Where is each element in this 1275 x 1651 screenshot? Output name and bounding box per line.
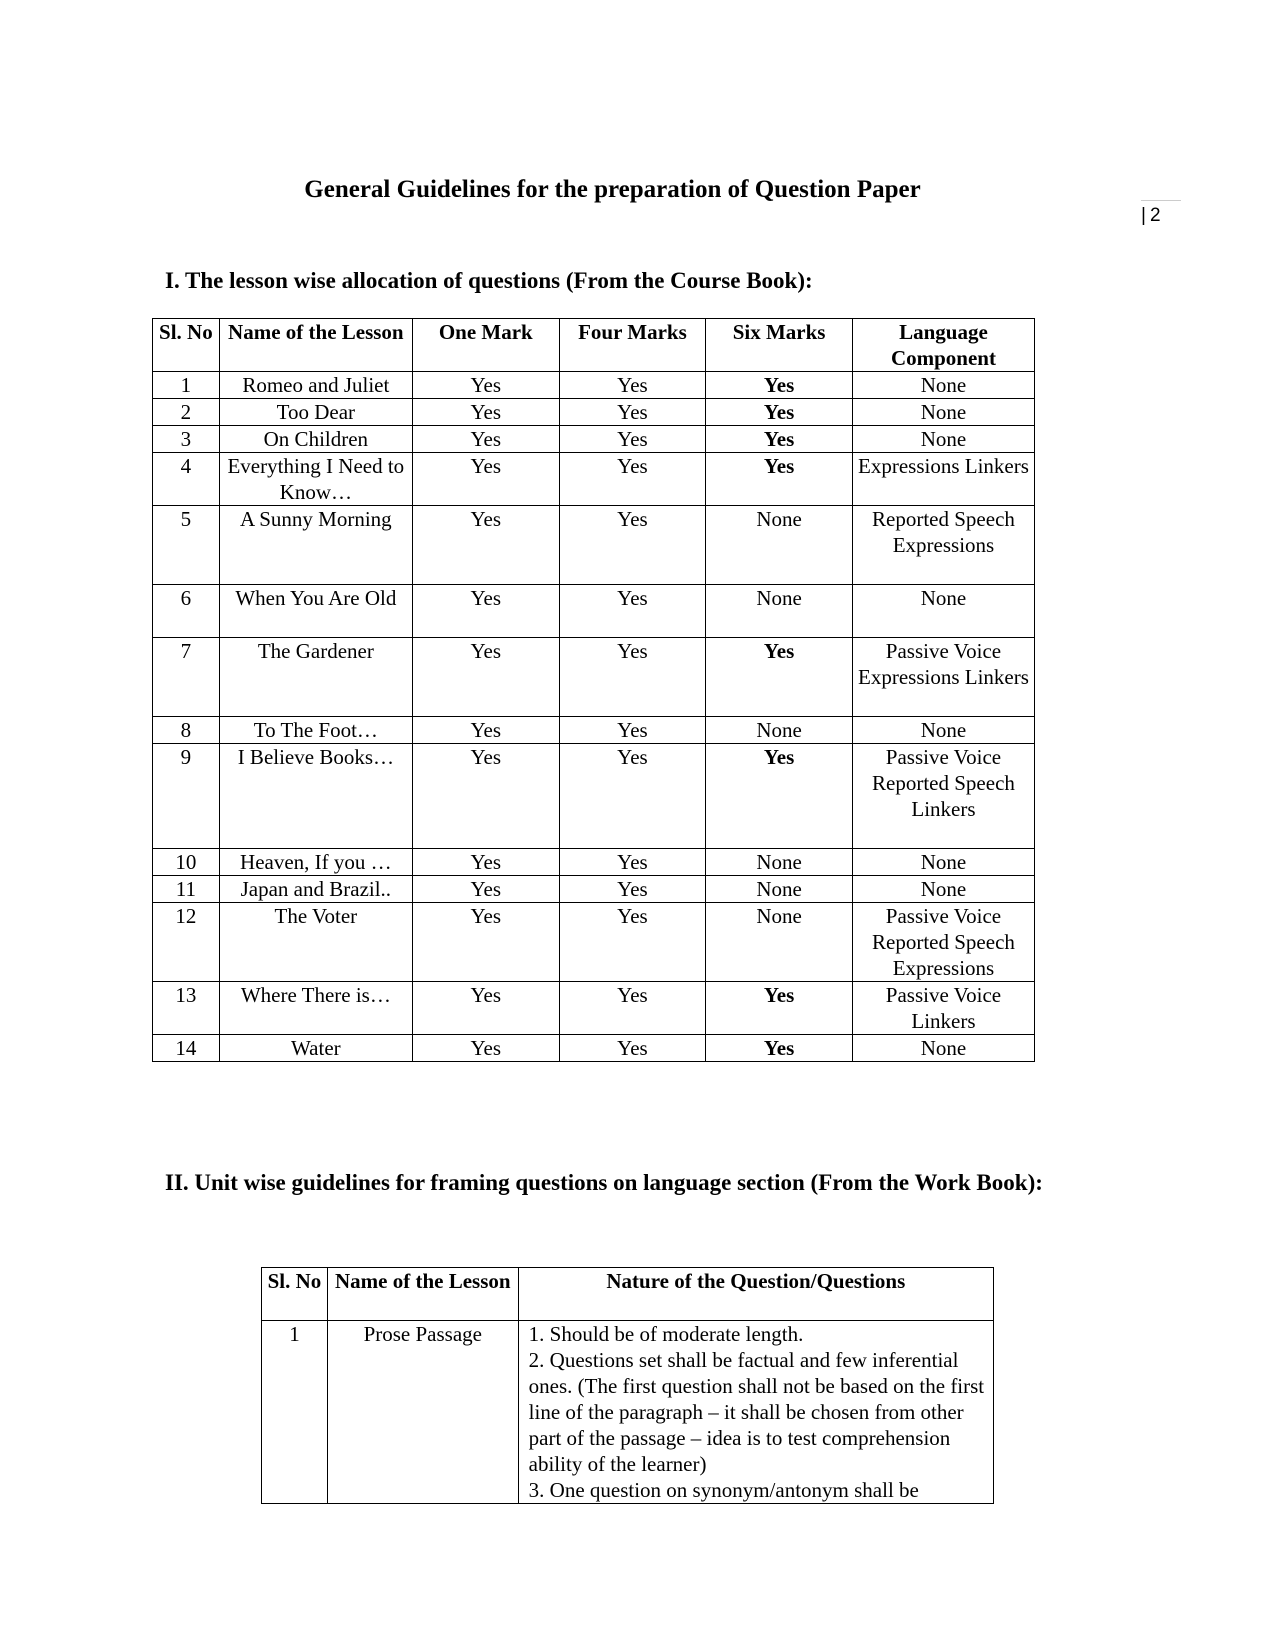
lesson-name-cell: Water (219, 1035, 412, 1062)
header-sl-no: Sl. No (262, 1268, 328, 1321)
language-component-cell: None (852, 876, 1034, 903)
one-mark-cell: Yes (412, 585, 559, 638)
six-marks-cell: None (706, 903, 853, 982)
six-marks-cell: None (706, 876, 853, 903)
language-component-cell: None (852, 1035, 1034, 1062)
one-mark-cell: Yes (412, 638, 559, 717)
four-marks-cell: Yes (559, 506, 706, 585)
lesson-name-cell: The Voter (219, 903, 412, 982)
one-mark-cell: Yes (412, 426, 559, 453)
header-lesson-name: Name of the Lesson (219, 319, 412, 372)
table-row (153, 744, 1035, 849)
one-mark-cell: Yes (412, 1035, 559, 1062)
page-title (0, 176, 1275, 204)
lesson-name-cell: Prose Passage (327, 1321, 518, 1504)
table-row (153, 506, 1035, 585)
four-marks-cell: Yes (559, 585, 706, 638)
header-one-mark: One Mark (412, 319, 559, 372)
section-1-heading: I. The lesson wise allocation of questions (From the Course Book): (165, 268, 813, 293)
six-marks-cell: Yes (706, 744, 853, 849)
guideline-point: 1. Should be of moderate length. (528, 1322, 804, 1346)
four-marks-cell: Yes (559, 453, 706, 506)
lesson-name-cell: Japan and Brazil.. (219, 876, 412, 903)
six-marks-cell: Yes (706, 453, 853, 506)
header-four-marks: Four Marks (559, 319, 706, 372)
language-component-cell: Expressions Linkers (852, 453, 1034, 506)
lesson-allocation-table (152, 318, 1035, 1062)
six-marks-cell: None (706, 849, 853, 876)
sl-no-cell: 14 (153, 1035, 220, 1062)
six-marks-cell: None (706, 506, 853, 585)
four-marks-cell: Yes (559, 638, 706, 717)
sl-no-cell: 10 (153, 849, 220, 876)
sl-no-cell: 5 (153, 506, 220, 585)
lesson-name-cell: I Believe Books… (219, 744, 412, 849)
six-marks-cell: Yes (706, 982, 853, 1035)
language-component-cell: Reported Speech Expressions (852, 506, 1034, 585)
one-mark-cell: Yes (412, 399, 559, 426)
header-sl-no: Sl. No (153, 319, 220, 372)
sl-no-cell: 3 (153, 426, 220, 453)
table-row (153, 903, 1035, 982)
language-component-cell: Passive Voice Reported Speech Expressions (852, 903, 1034, 982)
language-component-cell: Passive Voice Reported Speech Linkers (852, 744, 1034, 849)
nature-of-question-cell (518, 1321, 993, 1504)
table-row (153, 453, 1035, 506)
six-marks-cell: Yes (706, 372, 853, 399)
lesson-name-cell: When You Are Old (219, 585, 412, 638)
six-marks-cell: Yes (706, 1035, 853, 1062)
four-marks-cell: Yes (559, 717, 706, 744)
sl-no-cell: 13 (153, 982, 220, 1035)
page-number: | 2 (1141, 200, 1181, 227)
table-row (153, 876, 1035, 903)
one-mark-cell: Yes (412, 506, 559, 585)
page-number-value: 2 (1149, 205, 1161, 226)
four-marks-cell: Yes (559, 744, 706, 849)
four-marks-cell: Yes (559, 876, 706, 903)
table-row (153, 638, 1035, 717)
sl-no-cell: 1 (153, 372, 220, 399)
one-mark-cell: Yes (412, 372, 559, 399)
six-marks-cell: Yes (706, 426, 853, 453)
guideline-point: 2. Questions set shall be factual and few inferential ones. (The first question shall not be based on the first line of the paragraph – it shall be chosen from other part of the passage – idea is to test comprehension ability of the learner) (528, 1348, 985, 1476)
header-nature-of-question: Nature of the Question/Questions (518, 1268, 993, 1321)
table-row (262, 1321, 994, 1504)
header-language-component: Language Component (852, 319, 1034, 372)
language-component-cell: Passive Voice Expressions Linkers (852, 638, 1034, 717)
six-marks-cell: Yes (706, 638, 853, 717)
one-mark-cell: Yes (412, 453, 559, 506)
one-mark-cell: Yes (412, 982, 559, 1035)
table-row (153, 717, 1035, 744)
lesson-name-cell: Everything I Need to Know… (219, 453, 412, 506)
language-component-cell: None (852, 372, 1034, 399)
lesson-name-cell: Heaven, If you … (219, 849, 412, 876)
sl-no-cell: 12 (153, 903, 220, 982)
four-marks-cell: Yes (559, 399, 706, 426)
lesson-name-cell: On Children (219, 426, 412, 453)
language-component-cell: None (852, 585, 1034, 638)
sl-no-cell: 1 (262, 1321, 328, 1504)
language-component-cell: None (852, 849, 1034, 876)
sl-no-cell: 8 (153, 717, 220, 744)
lesson-name-cell: The Gardener (219, 638, 412, 717)
lesson-name-cell: Where There is… (219, 982, 412, 1035)
language-guidelines-table (261, 1267, 994, 1504)
table-header-row (262, 1268, 994, 1321)
four-marks-cell: Yes (559, 903, 706, 982)
one-mark-cell: Yes (412, 903, 559, 982)
table-row (153, 849, 1035, 876)
sl-no-cell: 11 (153, 876, 220, 903)
language-component-cell: Passive Voice Linkers (852, 982, 1034, 1035)
sl-no-cell: 9 (153, 744, 220, 849)
table-row (153, 426, 1035, 453)
lesson-name-cell: A Sunny Morning (219, 506, 412, 585)
language-component-cell: None (852, 399, 1034, 426)
sl-no-cell: 6 (153, 585, 220, 638)
six-marks-cell: None (706, 585, 853, 638)
sl-no-cell: 2 (153, 399, 220, 426)
table-header-row (153, 319, 1035, 372)
four-marks-cell: Yes (559, 372, 706, 399)
four-marks-cell: Yes (559, 849, 706, 876)
lesson-name-cell: To The Foot… (219, 717, 412, 744)
sl-no-cell: 4 (153, 453, 220, 506)
one-mark-cell: Yes (412, 717, 559, 744)
table-row (153, 982, 1035, 1035)
four-marks-cell: Yes (559, 1035, 706, 1062)
header-six-marks: Six Marks (706, 319, 853, 372)
page-title-text: General Guidelines for the preparation of Question Paper (304, 176, 921, 203)
table-row (153, 1035, 1035, 1062)
section-2-heading: II. Unit wise guidelines for framing questions on language section (From the Work Book): (165, 1170, 1043, 1195)
one-mark-cell: Yes (412, 849, 559, 876)
six-marks-cell: None (706, 717, 853, 744)
six-marks-cell: Yes (706, 399, 853, 426)
lesson-name-cell: Romeo and Juliet (219, 372, 412, 399)
language-component-cell: None (852, 426, 1034, 453)
language-component-cell: None (852, 717, 1034, 744)
header-lesson-name: Name of the Lesson (327, 1268, 518, 1321)
table-row (153, 585, 1035, 638)
sl-no-cell: 7 (153, 638, 220, 717)
four-marks-cell: Yes (559, 982, 706, 1035)
table-row (153, 372, 1035, 399)
table-row (153, 399, 1035, 426)
four-marks-cell: Yes (559, 426, 706, 453)
one-mark-cell: Yes (412, 744, 559, 849)
lesson-name-cell: Too Dear (219, 399, 412, 426)
one-mark-cell: Yes (412, 876, 559, 903)
guideline-point: 3. One question on synonym/antonym shall be (528, 1478, 919, 1502)
